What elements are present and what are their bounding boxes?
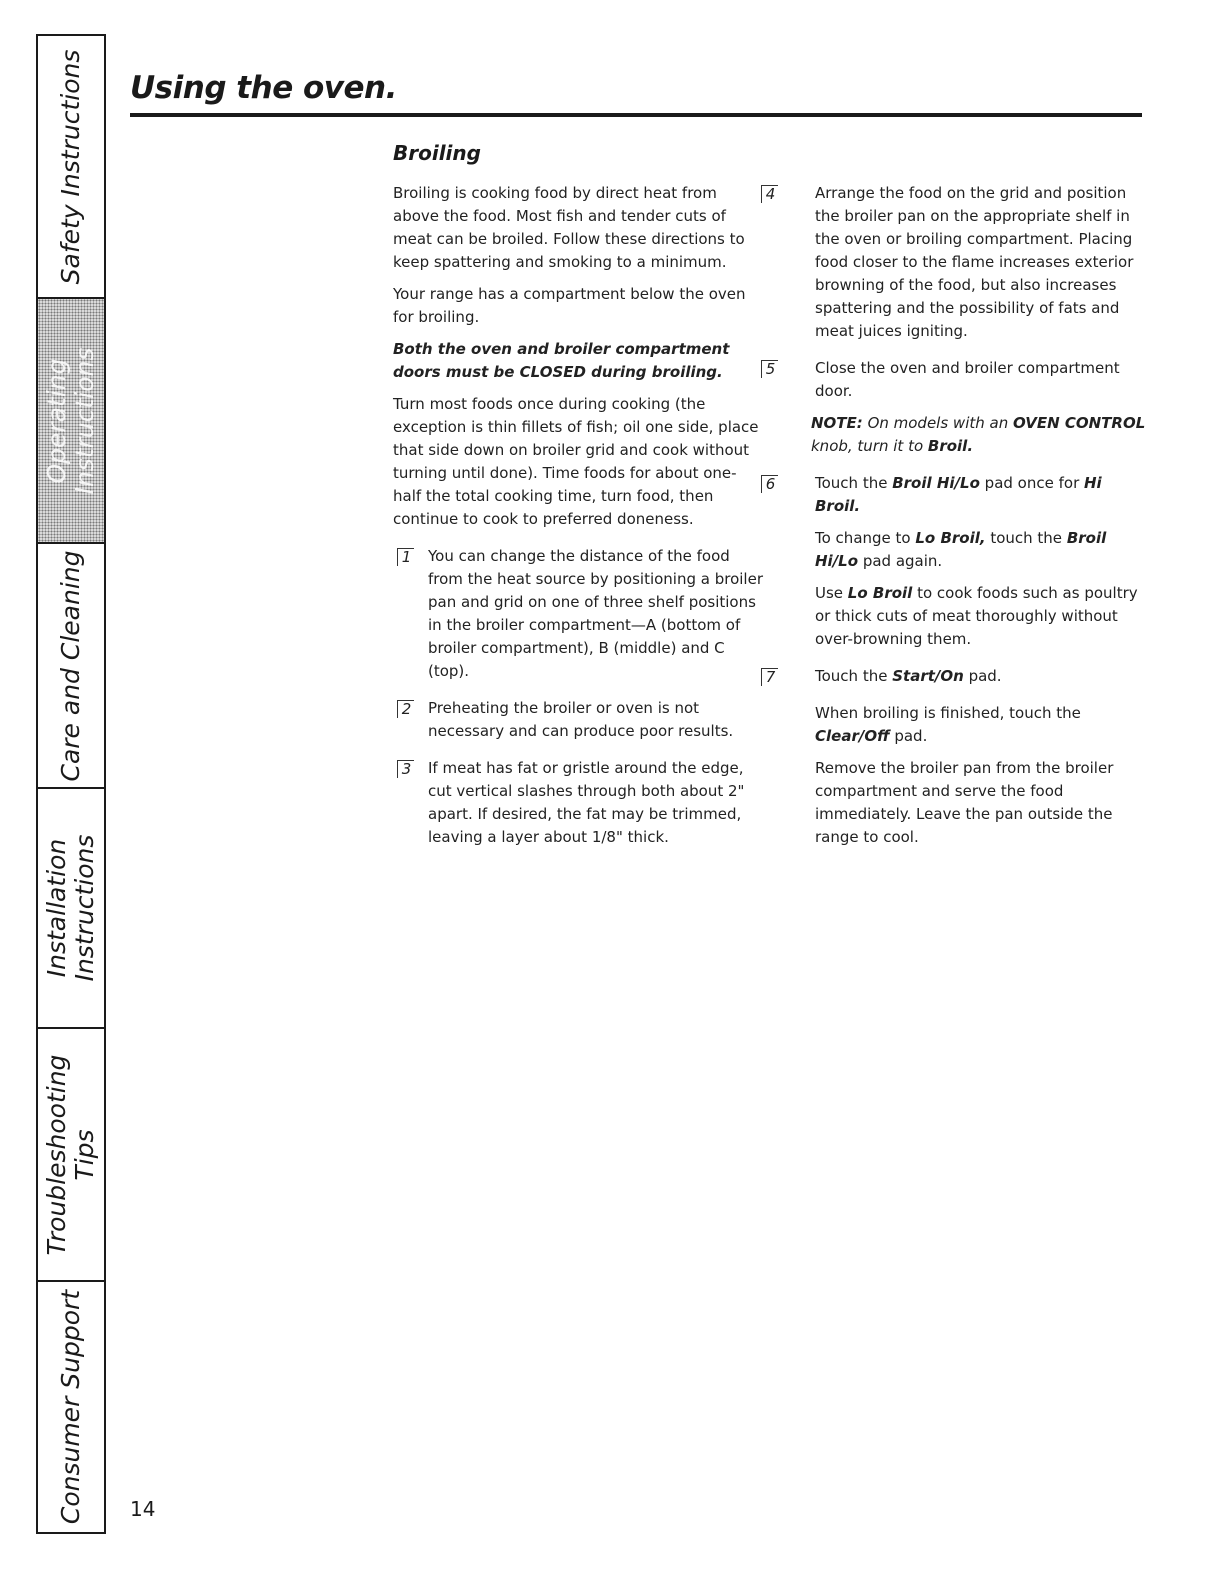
tab-label: Installation Instructions xyxy=(42,834,99,982)
page-number: 14 xyxy=(130,1497,156,1521)
tab-label: Care and Cleaning xyxy=(56,550,85,781)
step-number: 5 xyxy=(761,360,778,378)
step-3 xyxy=(393,757,763,849)
step-5 xyxy=(765,357,1149,403)
tab-installation-instructions[interactable] xyxy=(38,789,104,1029)
step-text: Close the oven and broiler compartment door. xyxy=(815,359,1120,400)
step-1 xyxy=(393,545,763,683)
tab-care-and-cleaning[interactable] xyxy=(38,544,104,789)
tab-label: Consumer Support xyxy=(56,1289,85,1525)
tab-troubleshooting-tips[interactable] xyxy=(38,1029,104,1282)
step-text: You can change the distance of the food from the heat source by positioning a broiler pan and grid on one of three shelf positions in the broiler compartment—A (bottom of broiler compartment), B (middle) and C (top). xyxy=(428,547,763,680)
right-column xyxy=(765,182,1149,858)
intro-paragraph: Turn most foods once during cooking (the exception is thin fillets of fish; oil one side, place that side down on broiler grid and cook without turning until done). Time foods for about one-half the total cooking time, turn food, then continue to cook to preferred doneness. xyxy=(393,395,759,528)
title-divider xyxy=(130,113,1142,117)
tab-label: Operating Instructions xyxy=(42,347,99,494)
step-4 xyxy=(765,182,1149,343)
step-text: Arrange the food on the grid and position the broiler pan on the appropriate shelf in the oven or broiling compartment. Placing food closer to the flame increases exterior browning of the food, but also increases spattering and the possibility of fats and meat juices igniting. xyxy=(815,184,1134,340)
note-text: NOTE: On models with an OVEN CONTROL knob, turn it to Broil. xyxy=(811,414,1146,455)
step-number: 3 xyxy=(397,760,414,778)
step-number: 4 xyxy=(761,185,778,203)
warning-text: Both the oven and broiler compartment doors must be CLOSED during broiling. xyxy=(393,340,730,381)
step-text: If meat has fat or gristle around the edge, cut vertical slashes through both about 2" apart. If desired, the fat may be trimmed, leaving a layer about 1/8" thick. xyxy=(428,759,745,846)
step-number: 7 xyxy=(761,668,778,686)
step-number: 6 xyxy=(761,475,778,493)
step-text: Preheating the broiler or oven is not necessary and can produce poor results. xyxy=(428,699,734,740)
lo-broil-instructions: To change to Lo Broil, touch the Broil Hi/Lo pad again. xyxy=(815,529,1107,570)
intro-paragraph: Your range has a compartment below the oven for broiling. xyxy=(393,285,746,326)
tab-label: Safety Instructions xyxy=(56,49,85,284)
section-tabs xyxy=(36,34,106,1534)
step-number: 1 xyxy=(397,548,414,566)
finish-instructions: When broiling is finished, touch the Clear/Off pad. xyxy=(815,704,1081,745)
step-number: 2 xyxy=(397,700,414,718)
lo-broil-usage: Use Lo Broil to cook foods such as poultry or thick cuts of meat thoroughly without over-browning them. xyxy=(815,584,1138,648)
section-heading: Broiling xyxy=(393,141,481,165)
page-title: Using the oven. xyxy=(130,70,397,106)
remove-pan-instructions: Remove the broiler pan from the broiler compartment and serve the food immediately. Leave the pan outside the range to cool. xyxy=(815,759,1114,846)
step-2 xyxy=(393,697,763,743)
step-7: 7 Touch the Start/On pad. xyxy=(789,665,1149,688)
left-column xyxy=(393,182,763,858)
tab-label: Troubleshooting Tips xyxy=(42,1054,99,1255)
tab-safety-instructions[interactable] xyxy=(38,36,104,299)
tab-operating-instructions[interactable] xyxy=(38,299,104,544)
intro-paragraph: Broiling is cooking food by direct heat from above the food. Most fish and tender cuts of meat can be broiled. Follow these directions to keep spattering and smoking to a minimum. xyxy=(393,184,745,271)
step-6: 6 Touch the Broil Hi/Lo pad once for Hi Broil. xyxy=(789,472,1149,518)
tab-consumer-support[interactable] xyxy=(38,1282,104,1532)
